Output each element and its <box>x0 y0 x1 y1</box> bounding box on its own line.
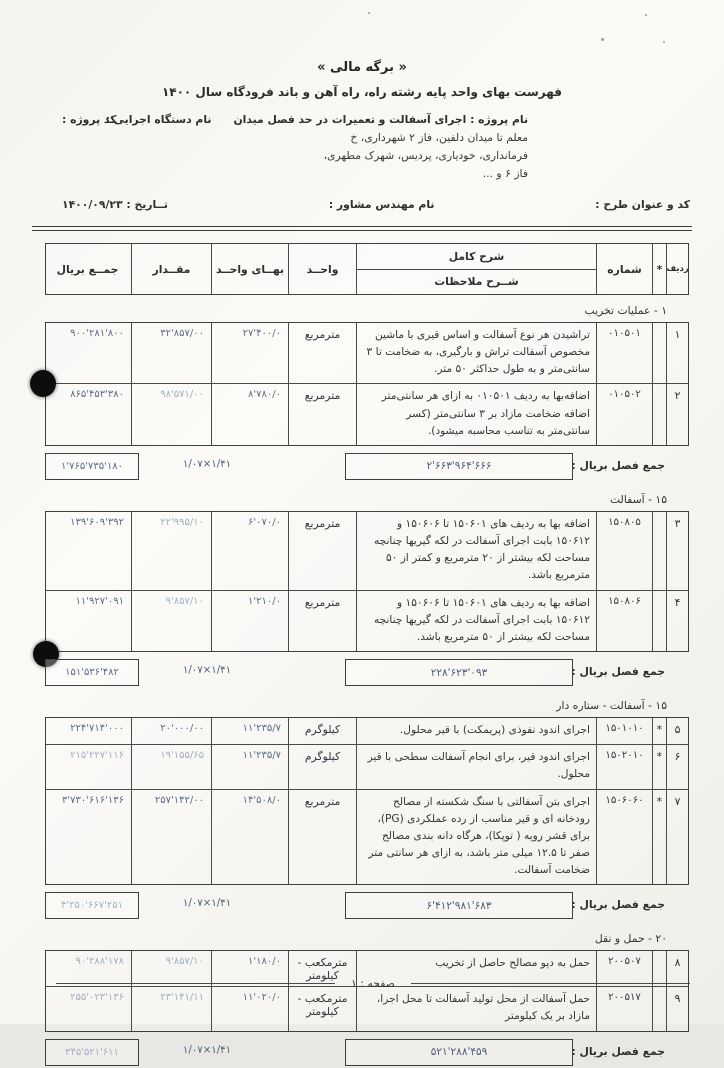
row-star: * <box>652 790 666 885</box>
item-description: حمل آسفالت از محل تولید آسفالت تا محل اجرا، مازاد بر یک کیلومتر <box>356 987 596 1030</box>
item-unit: مترمربع <box>288 591 356 651</box>
item-total: ۲۱۵'۲۲۷'۱۱۶ <box>70 750 124 762</box>
section-title-demolition: ۱ - عملیات تخریب <box>584 304 667 317</box>
chapter-sum-final: ۱'۷۶۵'۷۳۵'۱۸۰ <box>45 453 139 480</box>
document-subtitle: فهرست بهای واحد پایه رشته راه، راه آهن و باند فرودگاه سال ۱۴۰۰ <box>161 85 563 99</box>
item-unit-price: ۱'۱۸۰/۰ <box>211 951 288 986</box>
chapter-sum-value: ۲'۶۶۳'۹۶۴'۶۶۶ <box>345 453 573 480</box>
item-quantity: ۲۰'۰۰۰/۰۰ <box>131 718 211 744</box>
row-star: * <box>652 745 666 788</box>
row-index: ۷ <box>666 790 688 885</box>
item-number: ۰۱۰۵۰۲ <box>596 384 652 444</box>
chapter-sum-row <box>45 891 689 921</box>
item-unit: مترمربع <box>288 323 356 383</box>
col-header-total: جمــع بریال <box>56 262 119 276</box>
col-header-description <box>356 244 596 294</box>
item-unit-price: ۸'۷۸۰/۰ <box>211 384 288 444</box>
section-table-transport <box>45 950 689 1031</box>
col-header-star: * <box>652 244 666 294</box>
chapter-sum-value: ۶'۴۱۲'۹۸۱'۶۸۳ <box>345 892 573 919</box>
item-total: ۳'۷۳۰'۶۱۶'۱۳۶ <box>62 794 124 806</box>
item-total: ۱۳۹'۶۰۹'۳۹۲ <box>70 516 124 528</box>
item-quantity: ۱۹'۱۵۵/۶۵ <box>131 745 211 788</box>
item-unit-price: ۱۱'۲۳۵/۷ <box>211 745 288 788</box>
punch-hole <box>30 370 56 397</box>
project-meta <box>0 111 724 214</box>
chapter-sum-label: جمع فصل بریال : <box>571 665 665 679</box>
item-quantity: ۹'۸۵۷/۱۰ <box>131 951 211 986</box>
item-quantity: ۳۲'۸۵۷/۰۰ <box>131 323 211 383</box>
chapter-sum-label: جمع فصل بریال : <box>571 458 665 472</box>
chapter-sum-value: ۲۲۸'۶۲۳'۰۹۳ <box>345 659 573 686</box>
item-description: اجرای بتن آسفالتی با سنگ شکسته از مصالح رودخانه ای و قیر مناسب از رده عملکردی (PG)، برای قشر رویه ( توپکا)، هرگاه دانه بندی مصالح صفر تا ۱۲.۵ میلی متر باشد، به ازای هر سانتی متر ضخامت آسفالت. <box>356 790 596 885</box>
chapter-sum-label: جمع فصل بریال : <box>571 898 665 912</box>
project-code-label: کد پروژه : <box>62 113 117 126</box>
item-unit-price: ۱۱'۰۲۰/۰ <box>211 987 288 1030</box>
item-unit-price: ۱۱'۲۳۵/۷ <box>211 718 288 744</box>
chapter-coefficient: ۱/۰۷×۱/۴۱ <box>182 898 232 910</box>
item-number: ۰۱۰۵۰۱ <box>596 323 652 383</box>
item-number: ۱۵۰۶۰۶۰ <box>596 790 652 885</box>
item-unit: مترمکعب - کیلومتر <box>288 987 356 1030</box>
item-description: حمل به دپو مصالح حاصل از تخریب <box>356 951 596 986</box>
item-number: ۱۵۰۱۰۱۰ <box>596 718 652 744</box>
project-desc-line: فرمانداری، خودیاری، پردیس، شهرک مطهری، <box>323 149 528 162</box>
table-header-row <box>45 243 689 295</box>
item-unit-price: ۱۴'۵۰۸/۰ <box>211 790 288 885</box>
row-index: ۲ <box>666 384 688 444</box>
page-footer <box>0 977 724 990</box>
col-header-quantity: مقــدار <box>131 244 211 294</box>
unit-price-table <box>45 243 689 1068</box>
table-row <box>46 512 688 590</box>
col-header-desc-top: شرح کامل <box>357 244 596 270</box>
header-divider <box>32 226 692 231</box>
item-number: ۱۵۰۸۰۵ <box>596 512 652 590</box>
item-number: ۲۰۰۵۰۷ <box>596 951 652 986</box>
section-title-transport: ۲۰ - حمل و نقل <box>594 932 667 946</box>
table-row <box>46 590 688 651</box>
row-index: ۱ <box>666 323 688 383</box>
col-header-unit: واحــد <box>288 244 356 294</box>
chapter-coefficient: ۱/۰۷×۱/۴۱ <box>182 665 232 677</box>
row-index: ۴ <box>666 591 688 651</box>
project-name-label: نام پروژه : اجرای آسفالت و تعمیرات در حد فصل میدان <box>233 113 528 126</box>
item-unit: کیلوگرم <box>288 745 356 788</box>
item-unit: کیلوگرم <box>288 718 356 744</box>
item-number: ۱۵۰۲۰۱۰ <box>596 745 652 788</box>
item-quantity: ۲۳'۱۴۱/۱۱ <box>131 987 211 1030</box>
project-desc-line: معلم تا میدان دلفین، فاز ۲ شهرداری، خ <box>350 131 528 144</box>
scan-speck <box>663 41 665 43</box>
row-star <box>652 987 666 1030</box>
item-total: ۹۰۰'۲۸۱'۸۰۰ <box>70 328 124 339</box>
project-desc-line: فاز ۶ و ... <box>482 167 528 180</box>
row-index: ۳ <box>666 512 688 590</box>
chapter-sum-value: ۵۲۱'۲۸۸'۴۵۹ <box>345 1039 573 1066</box>
row-star <box>652 323 666 383</box>
table-row <box>46 744 688 788</box>
agency-label: نام دستگاه اجرایی : <box>105 113 212 126</box>
chapter-sum-row <box>45 1038 689 1068</box>
item-unit: مترمکعب - کیلومتر <box>288 951 356 986</box>
row-star <box>652 512 666 590</box>
scan-speck <box>601 38 604 41</box>
chapter-sum-final: ۱۵۱'۵۳۶'۴۸۲ <box>45 659 139 686</box>
footer-rule <box>56 983 335 984</box>
row-star <box>652 591 666 651</box>
item-total: ۹۰'۲۸۸'۱۷۸ <box>75 956 124 968</box>
item-quantity: ۹۸'۵۷۱/۰۰ <box>131 384 211 444</box>
item-total: ۸۶۵'۴۵۳'۳۸۰ <box>70 389 124 401</box>
chapter-sum-row <box>45 452 689 482</box>
scan-speck <box>368 12 370 14</box>
section-table-asphalt-starred <box>45 717 689 885</box>
row-index: ۸ <box>666 951 688 986</box>
item-number: ۱۵۰۸۰۶ <box>596 591 652 651</box>
plan-meta-line <box>0 196 724 214</box>
item-description: تراشیدن هر نوع آسفالت و اساس قیری با ماشین مخصوص آسفالت تراش و بارگیری، به ضخامت تا ۳ سانتی‌متر و به طول حداکثر ۵۰ متر. <box>356 323 596 383</box>
consultant-label: نام مهندس مشاور : <box>328 198 435 211</box>
item-unit: مترمربع <box>288 384 356 444</box>
item-description: اجرای اندود قیر، برای انجام آسفالت سطحی با قیر محلول. <box>356 745 596 788</box>
item-description: اجرای اندود نفوذی (پریمکت) با قیر محلول. <box>356 718 596 744</box>
chapter-sum-label: جمع فصل بریال : <box>571 1044 665 1058</box>
row-index: ۹ <box>666 987 688 1030</box>
item-quantity: ۹'۸۵۷/۱۰ <box>131 591 211 651</box>
item-total: ۲۲۴'۷۱۴'۰۰۰ <box>70 723 124 735</box>
item-description: اضافه بها به ردیف های ۱۵۰۶۰۱ تا ۱۵۰۶۰۶ و ۱۵۰۶۱۲ بابت اجرای آسفالت در لکه گیریها چنانچه مساحت لکه بیشتر از ۵۰ مترمربع باشد. <box>356 591 596 651</box>
date-field <box>62 196 168 214</box>
footer-rule <box>411 983 690 984</box>
table-row <box>46 323 688 383</box>
row-star: * <box>652 718 666 744</box>
page-title: « برگه مالی » <box>317 60 407 75</box>
col-header-desc-bottom: شــرح ملاحظات <box>434 275 519 289</box>
page-number: صفحه : ۱ <box>351 977 395 990</box>
col-header-row: ردیف <box>666 244 688 294</box>
item-total: ۱۱'۹۲۷'۰۹۱ <box>75 595 124 607</box>
item-description: اضافه‌بها به ردیف ۰۱۰۵۰۱ به ازای هر سانتی‌متر اضافه ضخامت مازاد بر ۳ سانتی‌متر (کسر سانتی‌متر به تناسب محاسبه میشود). <box>356 384 596 444</box>
item-unit: مترمربع <box>288 790 356 885</box>
section-title-asphalt: ۱۵ - آسفالت <box>609 492 667 506</box>
chapter-coefficient: ۱/۰۷×۱/۴۱ <box>182 1044 232 1056</box>
chapter-sum-final: ۴'۲۵۰'۶۶۷'۲۵۱ <box>45 892 139 919</box>
item-total: ۲۵۵'۰۲۳'۱۳۶ <box>70 992 124 1004</box>
plan-title-label: کد و عنوان طرح : <box>595 198 690 211</box>
section-table-asphalt <box>45 511 689 652</box>
item-description: اضافه بها به ردیف های ۱۵۰۶۰۱ تا ۱۵۰۶۰۶ و ۱۵۰۶۱۲ بابت اجرای آسفالت در لکه گیریها چنانچه مساحت لکه بیشتر از ۲۰ مترمربع و کمتر از ۵۰ مترمربع باشد. <box>356 512 596 590</box>
col-header-number: شماره <box>596 244 652 294</box>
chapter-coefficient: ۱/۰۷×۱/۴۱ <box>182 458 232 470</box>
item-unit-price: ۱'۲۱۰/۰ <box>211 591 288 651</box>
table-row <box>46 718 688 744</box>
item-unit-price: ۶'۰۷۰/۰ <box>211 512 288 590</box>
table-row <box>46 789 688 885</box>
row-index: ۶ <box>666 745 688 788</box>
section-table-demolition <box>45 322 689 446</box>
row-star <box>652 384 666 444</box>
table-row <box>46 986 688 1030</box>
row-index: ۵ <box>666 718 688 744</box>
item-quantity: ۲۵۷'۱۴۲/۰۰ <box>131 790 211 885</box>
item-unit-price: ۲۷'۴۰۰/۰ <box>211 323 288 383</box>
project-name-line <box>0 111 724 129</box>
date-value: ۱۴۰۰/۰۹/۲۳ <box>62 198 123 211</box>
table-row <box>46 383 688 444</box>
col-header-unit-price: بهــای واحــد <box>211 244 288 294</box>
item-quantity: ۲۲'۹۹۵/۱۰ <box>131 512 211 590</box>
scan-speck <box>645 14 647 16</box>
date-label: تــاریخ : <box>126 198 168 211</box>
item-unit: مترمربع <box>288 512 356 590</box>
chapter-sum-row <box>45 658 689 688</box>
section-title-asphalt-starred: ۱۵ - آسفالت - ستاره دار <box>556 699 667 713</box>
item-number: ۲۰۰۵۱۷ <box>596 987 652 1030</box>
chapter-sum-final: ۳۴۵'۵۲۱'۶۱۱ <box>45 1039 139 1066</box>
